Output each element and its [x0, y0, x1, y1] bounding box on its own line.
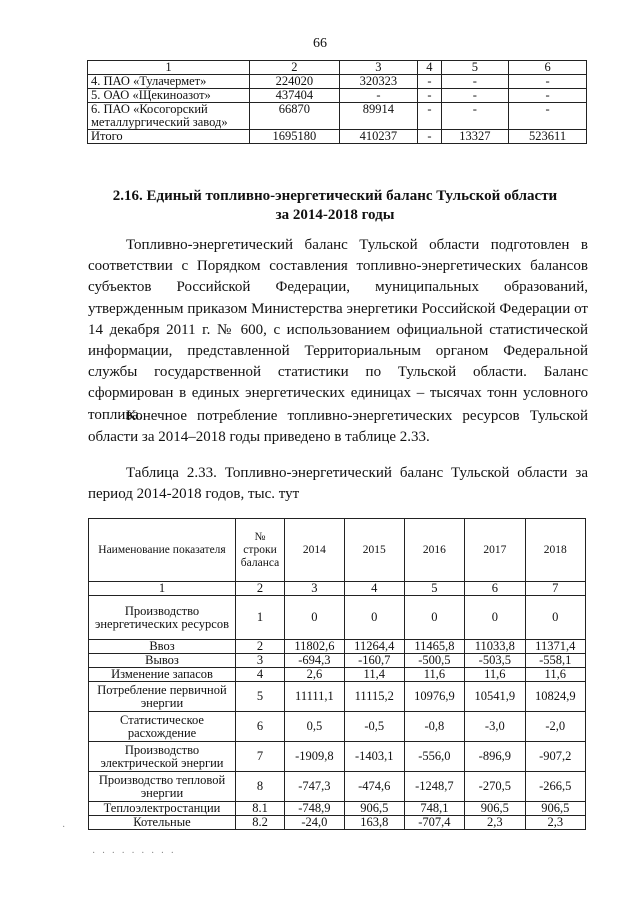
column-number-cell: 7	[525, 582, 585, 596]
table-cell: -	[441, 103, 509, 130]
table-row	[88, 75, 587, 89]
column-number-cell: 2	[236, 582, 285, 596]
value-cell: -1909,8	[285, 742, 345, 772]
value-cell: -270,5	[465, 772, 525, 802]
value-cell: 11264,4	[344, 640, 404, 654]
row-number: 8.2	[236, 816, 285, 830]
row-number: 6	[236, 712, 285, 742]
table-cell: -	[441, 75, 509, 89]
value-cell: -558,1	[525, 654, 585, 668]
header-year-2017: 2017	[465, 519, 525, 582]
header-year-2016: 2016	[404, 519, 464, 582]
indicator-name: Ввоз	[89, 640, 236, 654]
value-cell: 11,4	[344, 668, 404, 682]
section-heading-line2: за 2014-2018 годы	[275, 207, 395, 223]
table-row	[88, 103, 587, 130]
column-number-cell: 3	[285, 582, 345, 596]
value-cell: 11,6	[404, 668, 464, 682]
row-number: 5	[236, 682, 285, 712]
row-number: 4	[236, 668, 285, 682]
table-cell: 66870	[250, 103, 340, 130]
value-cell: 11111,1	[285, 682, 345, 712]
value-cell: 10976,9	[404, 682, 464, 712]
row-number: 2	[236, 640, 285, 654]
table-cell: 437404	[250, 89, 340, 103]
paragraph-1-text: Топливно-энергетический баланс Тульской области подготовлен в соответствии с Порядком составления топливно-энергетических балансов субъектов Российской Федерации, муниципальных образований, утвержденным приказом Министерства энергетики Российской Федерации от 14 декабря 2011 г. № 600, с использованием официальной статистической информации, представленной Территориальным органом Федеральной службы государственной статистики по Тульской области. Баланс сформирован в единых энергетических единицах – тысячах тонн условного топлива.	[88, 237, 588, 423]
column-number-cell: 1	[89, 582, 236, 596]
table-caption-text: Таблица 2.33. Топливно-энергетический баланс Тульской области за период 2014-2018 годов, тыс. тут	[88, 465, 588, 503]
value-cell: -0,8	[404, 712, 464, 742]
value-cell: 11115,2	[344, 682, 404, 712]
scan-artifact-dots: · · · · · · · · ·	[92, 848, 176, 859]
paragraph-1	[88, 235, 588, 426]
value-cell: -0,5	[344, 712, 404, 742]
value-cell: 0,5	[285, 712, 345, 742]
table-row	[89, 640, 586, 654]
indicator-name: Котельные	[89, 816, 236, 830]
value-cell: 2,3	[525, 816, 585, 830]
table-row	[89, 816, 586, 830]
row-number: 7	[236, 742, 285, 772]
value-cell: 11033,8	[465, 640, 525, 654]
table-cell: 224020	[250, 75, 340, 89]
section-heading	[85, 187, 585, 225]
indicator-name: Потребление первичной энергии	[89, 682, 236, 712]
value-cell: 2,3	[465, 816, 525, 830]
value-cell: 163,8	[344, 816, 404, 830]
org-name-cell: 6. ПАО «Косогорский металлургический завод»	[88, 103, 250, 130]
indicator-name: Теплоэлектростанции	[89, 802, 236, 816]
top-table	[87, 60, 587, 144]
table-row	[89, 654, 586, 668]
table-cell: 320323	[339, 75, 418, 89]
value-cell: -3,0	[465, 712, 525, 742]
row-number: 1	[236, 596, 285, 640]
table-cell: -	[418, 89, 441, 103]
value-cell: 11,6	[465, 668, 525, 682]
value-cell: 0	[525, 596, 585, 640]
table-row	[89, 772, 586, 802]
column-number-cell: 4	[344, 582, 404, 596]
indicator-name: Производство электрической энергии	[89, 742, 236, 772]
header-indicator-name: Наименование показателя	[89, 519, 236, 582]
table-cell: 89914	[339, 103, 418, 130]
value-cell: -474,6	[344, 772, 404, 802]
value-cell: -24,0	[285, 816, 345, 830]
paragraph-2-text: Конечное потребление топливно-энергетических ресурсов Тульской области за 2014–2018 годы приведено в таблице 2.33.	[88, 408, 588, 446]
value-cell: 10824,9	[525, 682, 585, 712]
value-cell: -503,5	[465, 654, 525, 668]
value-cell: 0	[285, 596, 345, 640]
scan-artifact-mark: ·	[62, 822, 66, 833]
value-cell: -1403,1	[344, 742, 404, 772]
table-row	[89, 668, 586, 682]
indicator-name: Производство тепловой энергии	[89, 772, 236, 802]
value-cell: 0	[404, 596, 464, 640]
value-cell: 0	[344, 596, 404, 640]
indicator-name: Статистическое расхождение	[89, 712, 236, 742]
top-header-cell: 2	[250, 61, 340, 75]
table-cell: -	[509, 89, 587, 103]
value-cell: 11465,8	[404, 640, 464, 654]
row-number: 8	[236, 772, 285, 802]
indicator-name: Производство энергетических ресурсов	[89, 596, 236, 640]
value-cell: -160,7	[344, 654, 404, 668]
top-table-header-row	[88, 61, 587, 75]
value-cell: 10541,9	[465, 682, 525, 712]
page-number: 66	[313, 36, 327, 51]
total-label-cell: Итого	[88, 130, 250, 144]
table-row	[89, 682, 586, 712]
table-cell: -	[339, 89, 418, 103]
header-year-2014: 2014	[285, 519, 345, 582]
value-cell: 11371,4	[525, 640, 585, 654]
table-row	[89, 596, 586, 640]
header-year-2015: 2015	[344, 519, 404, 582]
value-cell: 2,6	[285, 668, 345, 682]
value-cell: 11,6	[525, 668, 585, 682]
table-row-total	[88, 130, 587, 144]
org-name-cell: 5. ОАО «Щекиноазот»	[88, 89, 250, 103]
value-cell: -694,3	[285, 654, 345, 668]
value-cell: -748,9	[285, 802, 345, 816]
column-number-cell: 6	[465, 582, 525, 596]
top-header-cell: 5	[441, 61, 509, 75]
value-cell: 11802,6	[285, 640, 345, 654]
value-cell: 0	[465, 596, 525, 640]
table-cell: -	[509, 75, 587, 89]
row-number: 3	[236, 654, 285, 668]
value-cell: -266,5	[525, 772, 585, 802]
table-cell: -	[418, 130, 441, 144]
table-cell: 410237	[339, 130, 418, 144]
table-caption	[88, 463, 588, 505]
top-header-cell: 4	[418, 61, 441, 75]
section-heading-line1: 2.16. Единый топливно-энергетический баланс Тульской области	[112, 188, 558, 204]
table-cell: 13327	[441, 130, 509, 144]
header-row-number: № строки баланса	[236, 519, 285, 582]
value-cell: -747,3	[285, 772, 345, 802]
paragraph-2	[88, 406, 588, 448]
table-row	[89, 712, 586, 742]
column-number-cell: 5	[404, 582, 464, 596]
value-cell: -2,0	[525, 712, 585, 742]
value-cell: -896,9	[465, 742, 525, 772]
table-row	[89, 742, 586, 772]
table-cell: -	[418, 103, 441, 130]
value-cell: 906,5	[344, 802, 404, 816]
table-cell: 1695180	[250, 130, 340, 144]
top-header-cell: 6	[509, 61, 587, 75]
table-cell: 523611	[509, 130, 587, 144]
table-cell: -	[441, 89, 509, 103]
balance-table-header-row	[89, 519, 586, 582]
value-cell: -707,4	[404, 816, 464, 830]
indicator-name: Вывоз	[89, 654, 236, 668]
header-year-2018: 2018	[525, 519, 585, 582]
org-name-cell: 4. ПАО «Тулачермет»	[88, 75, 250, 89]
indicator-name: Изменение запасов	[89, 668, 236, 682]
value-cell: 906,5	[465, 802, 525, 816]
column-numbers-row	[89, 582, 586, 596]
table-row	[88, 89, 587, 103]
top-header-cell: 3	[339, 61, 418, 75]
value-cell: -907,2	[525, 742, 585, 772]
table-row	[89, 802, 586, 816]
value-cell: -500,5	[404, 654, 464, 668]
value-cell: 748,1	[404, 802, 464, 816]
top-header-cell: 1	[88, 61, 250, 75]
table-cell: -	[418, 75, 441, 89]
table-cell: -	[509, 103, 587, 130]
value-cell: 906,5	[525, 802, 585, 816]
balance-table	[88, 518, 586, 830]
value-cell: -1248,7	[404, 772, 464, 802]
row-number: 8.1	[236, 802, 285, 816]
value-cell: -556,0	[404, 742, 464, 772]
